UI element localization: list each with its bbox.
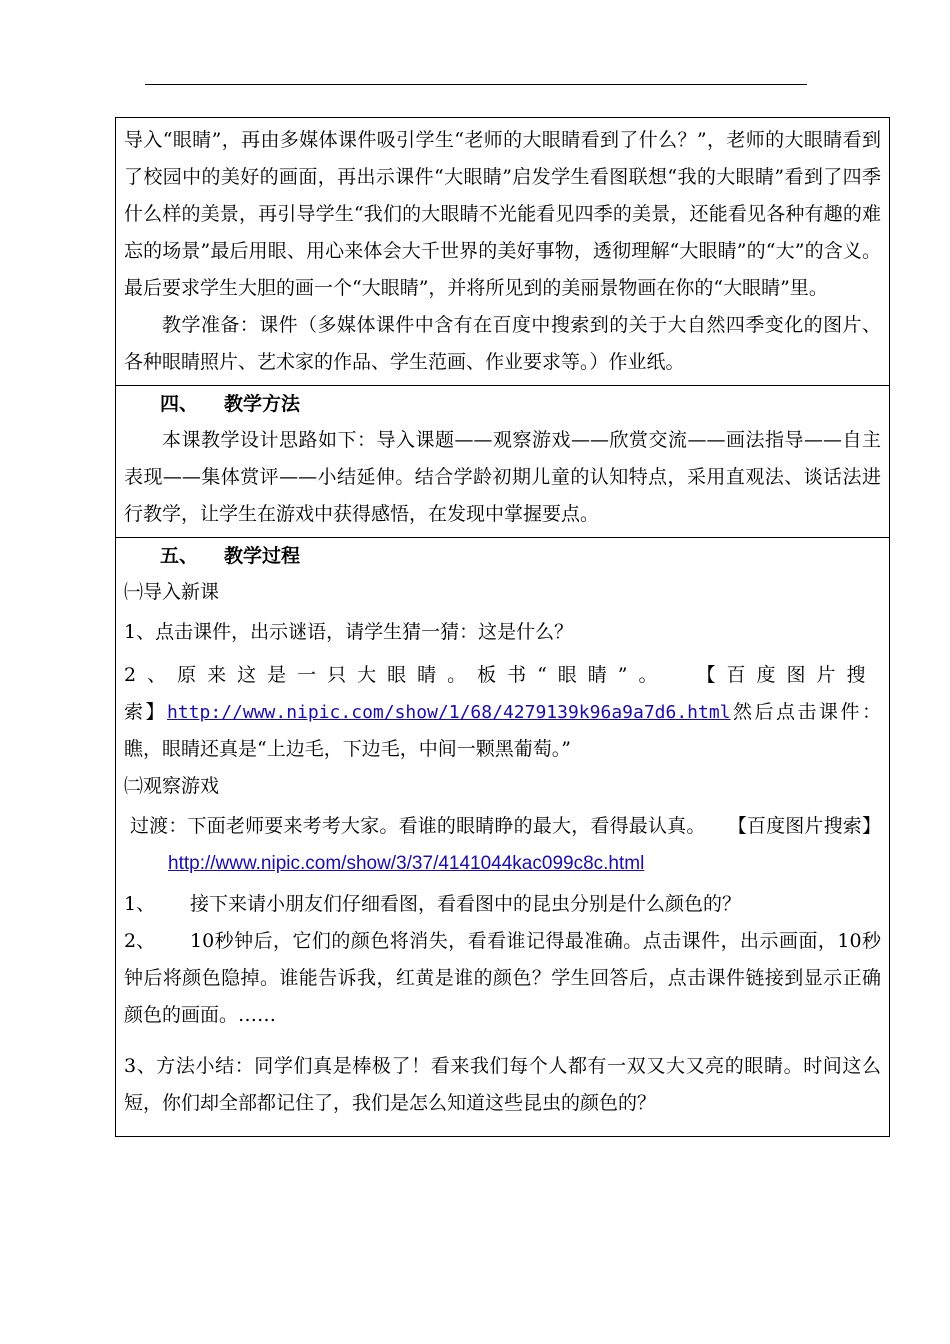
step-2-continued: 然后点击课件：瞧，眼睛还真是“上边毛，下边毛，中间一颗黑葡萄。” bbox=[124, 701, 881, 760]
section-heading-4 bbox=[124, 386, 881, 422]
item-text: 接下来请小朋友们仔细看图，看看图中的昆虫分别是什么颜色的？ bbox=[190, 893, 742, 915]
search-tag-2: 【百度图片搜索】 bbox=[727, 815, 881, 837]
spacer bbox=[124, 1034, 881, 1048]
transition bbox=[124, 808, 881, 882]
section-heading-5 bbox=[124, 538, 881, 574]
heading-number: 五、 bbox=[160, 545, 199, 567]
search-tag-end: 索】 bbox=[124, 701, 167, 723]
teaching-preparation: 教学准备：课件（多媒体课件中含有在百度中搜索到的关于大自然四季变化的图片、各种眼睛照片、艺术家的作品、学生范画、作业要求等。）作业纸。 bbox=[124, 314, 881, 373]
step-1: 1、点击课件，出示谜语，请学生猜一猜：这是什么？ bbox=[124, 621, 574, 643]
game-step-1 bbox=[124, 886, 881, 923]
heading-text: 教学过程 bbox=[224, 545, 301, 567]
item-number: 2、 bbox=[124, 930, 156, 952]
step-2 bbox=[124, 657, 881, 768]
search-tag: 【百度图片搜 bbox=[696, 664, 877, 686]
header-rule bbox=[145, 84, 807, 85]
subsection-intro: ㈠导入新课 bbox=[124, 581, 220, 603]
game-step-2 bbox=[124, 923, 881, 1034]
item-number: 1、 bbox=[124, 893, 156, 915]
heading-number: 四、 bbox=[160, 393, 199, 415]
step-2-text: 2、原来这是一只大眼睛。板书“眼睛”。 bbox=[124, 664, 669, 686]
transition-text: 过渡：下面老师要来考考大家。看谁的眼睛睁的最大，看得最认真。 bbox=[130, 815, 706, 837]
nipic-link-1[interactable]: http://www.nipic.com/show/1/68/4279139k96a9a7d6.html bbox=[167, 702, 731, 723]
nipic-link-2[interactable]: http://www.nipic.com/show/3/37/4141044kac099c8c.html bbox=[168, 853, 645, 874]
heading-text: 教学方法 bbox=[224, 393, 301, 415]
method-paragraph: 本课教学设计思路如下：导入课题——观察游戏——欣赏交流——画法指导——自主表现——集体赏评——小结延伸。结合学龄初期儿童的认知特点，采用直观法、谈话法进行教学，让学生在游戏中获得感悟，在发现中掌握要点。 bbox=[124, 429, 881, 525]
cell-teaching-method bbox=[116, 385, 889, 537]
intro-paragraph: 导入“眼睛”，再由多媒体课件吸引学生“老师的大眼睛看到了什么？”，老师的大眼睛看到了校园中的美好的画面，再出示课件“大眼睛”启发学生看图联想“我的大眼睛”看到了四季什么样的美景，再引导学生“我们的大眼睛不光能看见四季的美景，还能看见各种有趣的难忘的场景”最后用眼、用心来体会大千世界的美好事物，透彻理解“大眼睛”的“大”的含义。最后要求学生大胆的画一个“大眼睛”，并将所见到的美丽景物画在你的“大眼睛”里。 bbox=[124, 129, 881, 299]
item-text: 10秒钟后，它们的颜色将消失，看看谁记得最准确。点击课件，出示画面，10秒钟后将颜色隐掉。谁能告诉我，红黄是谁的颜色？学生回答后，点击课件链接到显示正确颜色的画面。…… bbox=[124, 930, 881, 1026]
cell-introduction bbox=[116, 118, 889, 385]
game-step-3: 3、方法小结：同学们真是棒极了！看来我们每个人都有一双又大又亮的眼睛。时间这么短，你们却全部都记住了，我们是怎么知道这些昆虫的颜色的？ bbox=[124, 1055, 881, 1114]
subsection-game: ㈡观察游戏 bbox=[124, 775, 220, 797]
lesson-table bbox=[115, 117, 890, 1137]
cell-teaching-process bbox=[116, 537, 889, 1136]
